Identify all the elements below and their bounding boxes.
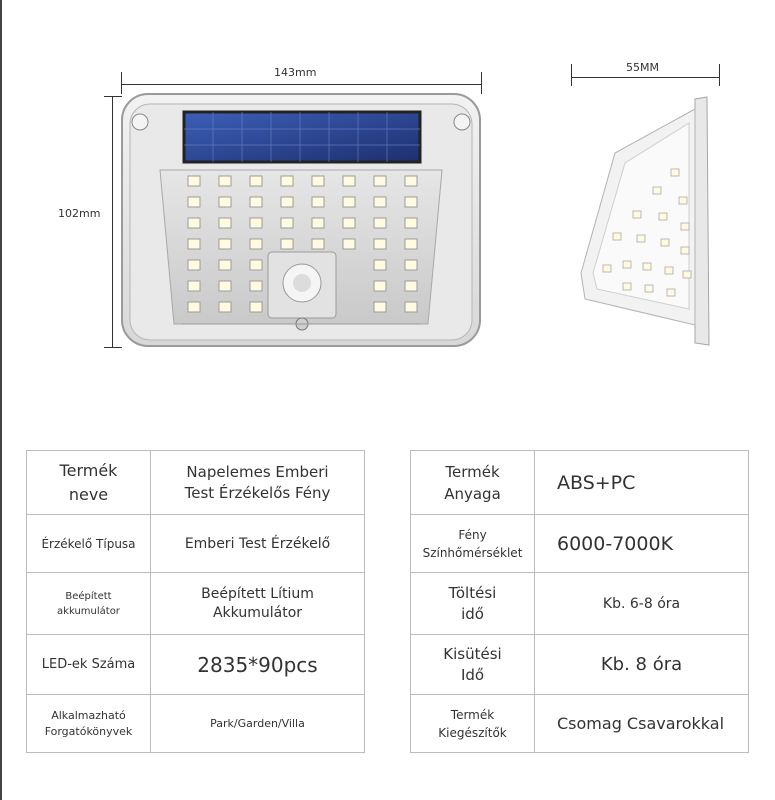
battery-value: Beépített Lítium Akkumulátor: [151, 573, 365, 635]
led-icon: [188, 218, 200, 228]
led-icon: [645, 285, 653, 292]
width-dim-line: [121, 84, 482, 85]
led-icon: [343, 218, 355, 228]
table-row: [27, 573, 365, 635]
color-temp-label: Fény Színhőmérséklet: [411, 515, 535, 573]
led-icon: [312, 239, 324, 249]
charge-time-label: Töltési idő: [411, 573, 535, 635]
led-icon: [250, 302, 262, 312]
led-count-value: 2835*90pcs: [151, 635, 365, 695]
led-icon: [250, 197, 262, 207]
led-icon: [637, 235, 645, 242]
led-icon: [219, 218, 231, 228]
scenarios-value: Park/Garden/Villa: [151, 695, 365, 753]
led-icon: [281, 239, 293, 249]
sensor-type-label: Érzékelő Típusa: [27, 515, 151, 573]
led-icon: [679, 197, 687, 204]
width-dim-left-tick: [121, 72, 122, 94]
height-dim-line: [112, 96, 113, 348]
depth-dim-label: 55MM: [626, 61, 659, 74]
led-icon: [405, 197, 417, 207]
led-icon: [250, 239, 262, 249]
led-icon: [374, 260, 386, 270]
product-name-label: Termék neve: [27, 451, 151, 515]
led-icon: [659, 213, 667, 220]
led-icon: [667, 289, 675, 296]
table-row: [411, 573, 749, 635]
table-row: [27, 695, 365, 753]
led-icon: [188, 239, 200, 249]
product-front-image: [120, 92, 482, 350]
led-icon: [250, 281, 262, 291]
material-value: ABS+PC: [535, 451, 749, 515]
table-row: [411, 695, 749, 753]
discharge-time-label: Kisütési Idő: [411, 635, 535, 695]
table-row: [27, 515, 365, 573]
led-count-label: LED-ek Száma: [27, 635, 151, 695]
led-icon: [312, 218, 324, 228]
led-icon: [661, 239, 669, 246]
table-row: [411, 515, 749, 573]
led-icon: [281, 197, 293, 207]
led-icon: [671, 169, 679, 176]
product-name-value: Napelemes Emberi Test Érzékelős Fény: [151, 451, 365, 515]
led-icon: [623, 283, 631, 290]
led-icon: [374, 218, 386, 228]
led-icon: [188, 302, 200, 312]
battery-label: Beépített akkumulátor: [27, 573, 151, 635]
led-icon: [603, 265, 611, 272]
discharge-time-value: Kb. 8 óra: [535, 635, 749, 695]
led-icon: [281, 218, 293, 228]
led-icon: [374, 302, 386, 312]
spec-table-left: [26, 450, 365, 753]
led-icon: [374, 239, 386, 249]
led-icon: [374, 176, 386, 186]
led-icon: [683, 271, 691, 278]
led-icon: [665, 267, 673, 274]
led-icon: [219, 281, 231, 291]
led-icon: [343, 197, 355, 207]
led-icon: [250, 176, 262, 186]
led-icon: [405, 218, 417, 228]
page-left-border: [0, 0, 2, 800]
led-icon: [633, 211, 641, 218]
led-icon: [188, 281, 200, 291]
width-dim-label: 143mm: [274, 66, 317, 79]
led-icon: [374, 197, 386, 207]
led-icon: [219, 176, 231, 186]
led-icon: [343, 239, 355, 249]
led-icon: [374, 281, 386, 291]
product-side-image: [575, 93, 720, 348]
led-icon: [219, 239, 231, 249]
scenarios-label: Alkalmazható Forgatókönyvek: [27, 695, 151, 753]
led-icon: [312, 197, 324, 207]
sensor-type-value: Emberi Test Érzékelő: [151, 515, 365, 573]
led-icon: [623, 261, 631, 268]
width-dim-right-tick: [481, 72, 482, 94]
led-icon: [219, 260, 231, 270]
table-row: [411, 451, 749, 515]
table-row: [27, 451, 365, 515]
table-row: [411, 635, 749, 695]
depth-dim-right-tick: [719, 64, 720, 86]
led-icon: [281, 176, 293, 186]
led-icon: [681, 223, 689, 230]
led-icon: [643, 263, 651, 270]
led-icon: [405, 176, 417, 186]
led-icon: [405, 260, 417, 270]
led-icon: [613, 233, 621, 240]
led-icon: [312, 176, 324, 186]
accessories-value: Csomag Csavarokkal: [535, 695, 749, 753]
depth-dim-line: [571, 77, 720, 78]
led-icon: [219, 302, 231, 312]
led-icon: [188, 176, 200, 186]
led-icon: [405, 281, 417, 291]
led-icon: [188, 197, 200, 207]
led-icon: [219, 197, 231, 207]
spec-table-right: [410, 450, 749, 753]
led-icon: [681, 247, 689, 254]
led-icon: [250, 260, 262, 270]
color-temp-value: 6000-7000K: [535, 515, 749, 573]
led-icon: [405, 239, 417, 249]
table-row: [27, 635, 365, 695]
led-icon: [405, 302, 417, 312]
led-icon: [343, 176, 355, 186]
accessories-label: Termék Kiegészítők: [411, 695, 535, 753]
led-icon: [653, 187, 661, 194]
led-icon: [250, 218, 262, 228]
depth-dim-left-tick: [571, 64, 572, 86]
led-icon: [188, 260, 200, 270]
height-dim-label: 102mm: [58, 207, 101, 220]
charge-time-value: Kb. 6-8 óra: [535, 573, 749, 635]
material-label: Termék Anyaga: [411, 451, 535, 515]
